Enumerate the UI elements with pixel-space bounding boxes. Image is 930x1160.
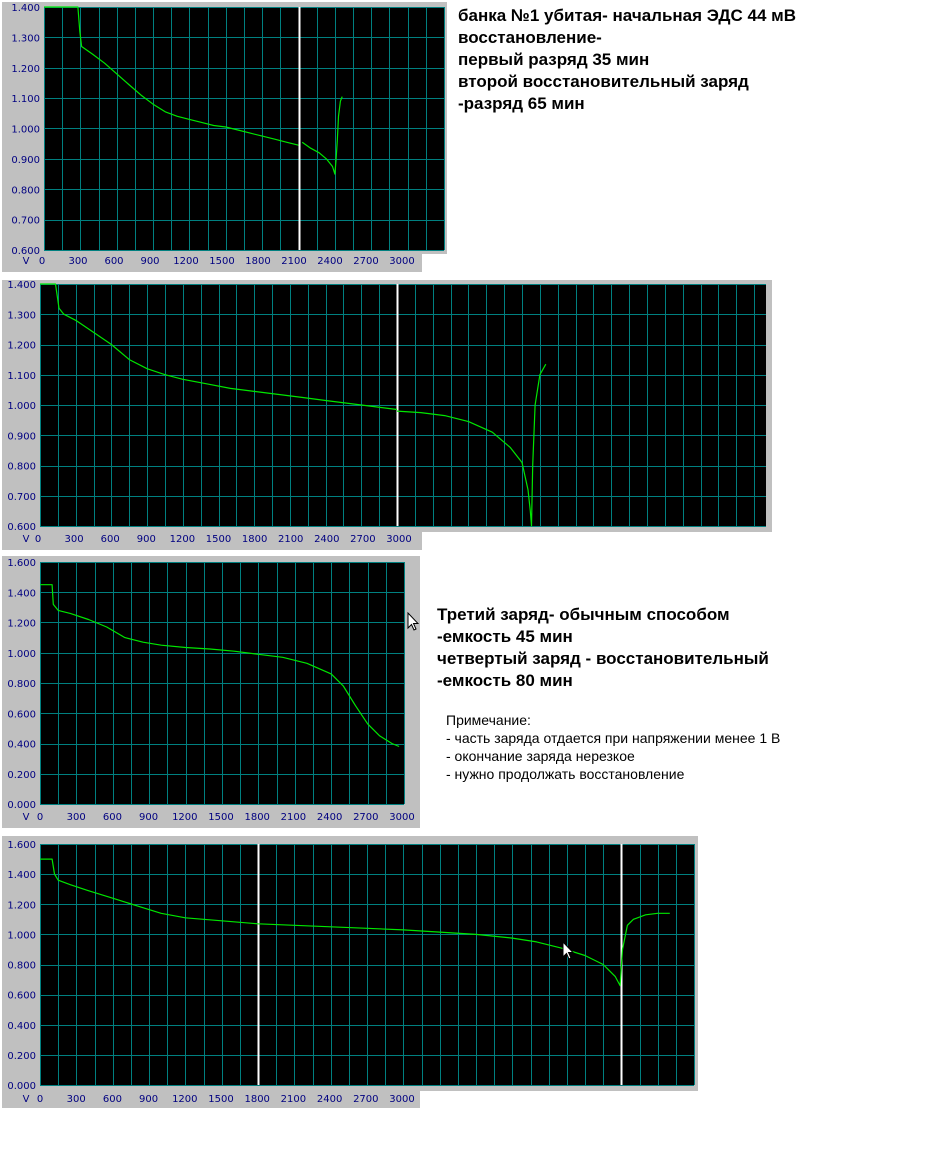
y-tick-label: 0.200 (7, 769, 36, 781)
x-tick-label: 1500 (208, 812, 234, 823)
x-tick-label: 0 (36, 1094, 44, 1105)
x-tick-label: 900 (136, 534, 156, 545)
y-tick-label: 1.100 (7, 370, 36, 382)
x-tick-label: 300 (66, 812, 86, 823)
x-tick-label: 900 (140, 256, 160, 267)
x-tick-label: 0 (36, 812, 44, 823)
y-tick-label: 0.200 (7, 1050, 36, 1062)
y-tick-label: 0.900 (11, 154, 40, 166)
y-tick-label: 0.000 (7, 1081, 36, 1092)
x-tick-label: 300 (66, 1094, 86, 1105)
x-tick-label: 2100 (280, 812, 307, 823)
x-tick-label: 1500 (209, 256, 235, 267)
annotation-top-line: первый разряд 35 мин (458, 50, 650, 69)
annotation-middle (437, 604, 769, 692)
y-axis-unit-label: V (22, 256, 30, 267)
x-tick-label: 2400 (317, 256, 343, 267)
y-tick-label: 0.900 (7, 431, 36, 443)
x-tick-label: 1200 (172, 1094, 198, 1105)
y-tick-label: 1.600 (7, 558, 36, 569)
x-tick-label: 1800 (244, 1094, 270, 1105)
mouse-pointer-icon (562, 941, 574, 961)
y-axis-unit-label: V (22, 534, 30, 545)
annotation-middle-line: -емкость 45 мин (437, 627, 573, 646)
y-tick-label: 0.800 (7, 461, 36, 473)
x-tick-label: 2700 (350, 534, 376, 545)
y-axis-unit-label: V (22, 1094, 30, 1105)
annotation-top-line: банка №1 убитая- начальная ЭДС 44 мВ (458, 6, 797, 25)
note-item: - часть заряда отдается при напряжении менее 1 В (446, 730, 781, 746)
y-tick-label: 0.600 (7, 522, 36, 533)
x-tick-label: 1800 (244, 812, 270, 823)
y-tick-label: 0.700 (7, 491, 36, 503)
x-tick-label: 1200 (169, 534, 196, 545)
y-axis-unit-label: V (22, 812, 30, 823)
x-tick-label: 2700 (353, 256, 379, 267)
chart-1 (2, 2, 447, 272)
x-tick-label: 1200 (172, 812, 198, 823)
x-tick-label: 1500 (208, 1094, 234, 1105)
x-tick-label: 2400 (314, 534, 340, 545)
mouse-pointer-icon (407, 612, 419, 632)
y-tick-label: 1.000 (7, 401, 36, 412)
x-tick-label: 2400 (316, 812, 343, 823)
x-tick-label: 600 (100, 534, 120, 545)
y-tick-label: 1.600 (7, 840, 36, 851)
x-tick-label: 600 (104, 256, 124, 267)
y-tick-label: 1.200 (11, 63, 40, 75)
annotation-top-line: восстановление- (458, 28, 602, 47)
x-tick-label: 2100 (280, 1094, 307, 1105)
x-tick-label: 900 (139, 812, 159, 823)
annotation-middle-line: -емкость 80 мин (437, 671, 573, 690)
x-tick-label: 2700 (353, 1094, 379, 1105)
y-tick-label: 1.000 (11, 124, 40, 136)
note-item: - нужно продолжать восстановление (446, 766, 685, 782)
x-tick-label: 2100 (277, 534, 304, 545)
note-item: - окончание заряда нерезкое (446, 748, 635, 764)
chart-3 (2, 556, 420, 828)
annotation-top-line: второй восстановительный заряд (458, 72, 749, 91)
x-tick-label: 1800 (245, 256, 271, 267)
y-tick-label: 0.700 (11, 215, 40, 227)
y-tick-label: 0.400 (7, 739, 36, 751)
annotation-middle-line: Третий заряд- обычным способом (437, 605, 730, 624)
x-tick-label: 2400 (316, 1094, 343, 1105)
x-tick-label: 1500 (205, 534, 232, 545)
x-tick-label: 1200 (173, 256, 199, 267)
x-tick-label: 3000 (386, 534, 412, 545)
y-tick-label: 1.200 (7, 618, 36, 630)
x-tick-label: 1800 (241, 534, 268, 545)
x-tick-label: 900 (139, 1094, 159, 1105)
y-tick-label: 1.400 (11, 3, 40, 14)
y-tick-label: 1.000 (7, 930, 36, 942)
chart-2 (2, 280, 772, 550)
y-tick-label: 0.600 (11, 246, 40, 257)
y-tick-label: 0.800 (11, 185, 40, 197)
y-tick-label: 0.400 (7, 1020, 36, 1032)
y-tick-label: 1.200 (7, 900, 36, 912)
y-tick-label: 1.400 (7, 280, 36, 291)
y-tick-label: 1.300 (7, 310, 36, 322)
x-tick-label: 600 (102, 1094, 122, 1105)
y-tick-label: 1.200 (7, 340, 36, 352)
x-tick-label: 3000 (389, 812, 415, 823)
x-tick-label: 600 (102, 812, 122, 823)
annotation-top (458, 5, 796, 115)
x-tick-label: 0 (34, 534, 42, 545)
y-tick-label: 1.100 (11, 94, 40, 106)
annotation-middle-line: четвертый заряд - восстановительный (437, 649, 769, 668)
x-tick-label: 300 (64, 534, 84, 545)
y-tick-label: 1.400 (7, 870, 36, 882)
x-tick-label: 300 (68, 256, 88, 267)
y-tick-label: 1.000 (7, 648, 36, 660)
x-tick-label: 2100 (281, 256, 307, 267)
note-title: Примечание: (446, 712, 531, 728)
y-tick-label: 0.800 (7, 960, 36, 972)
x-tick-label: 0 (38, 256, 46, 267)
chart-4 (2, 836, 698, 1108)
annotation-top-line: -разряд 65 мин (458, 94, 585, 113)
y-tick-label: 0.000 (7, 800, 36, 811)
note-block (446, 711, 780, 783)
y-tick-label: 0.600 (7, 709, 36, 721)
x-tick-label: 3000 (389, 1094, 415, 1105)
x-tick-label: 3000 (389, 256, 415, 267)
y-tick-label: 0.800 (7, 679, 36, 690)
y-tick-label: 1.400 (7, 588, 36, 600)
y-tick-label: 0.600 (7, 990, 36, 1002)
y-tick-label: 1.300 (11, 33, 40, 45)
x-tick-label: 2700 (353, 812, 379, 823)
